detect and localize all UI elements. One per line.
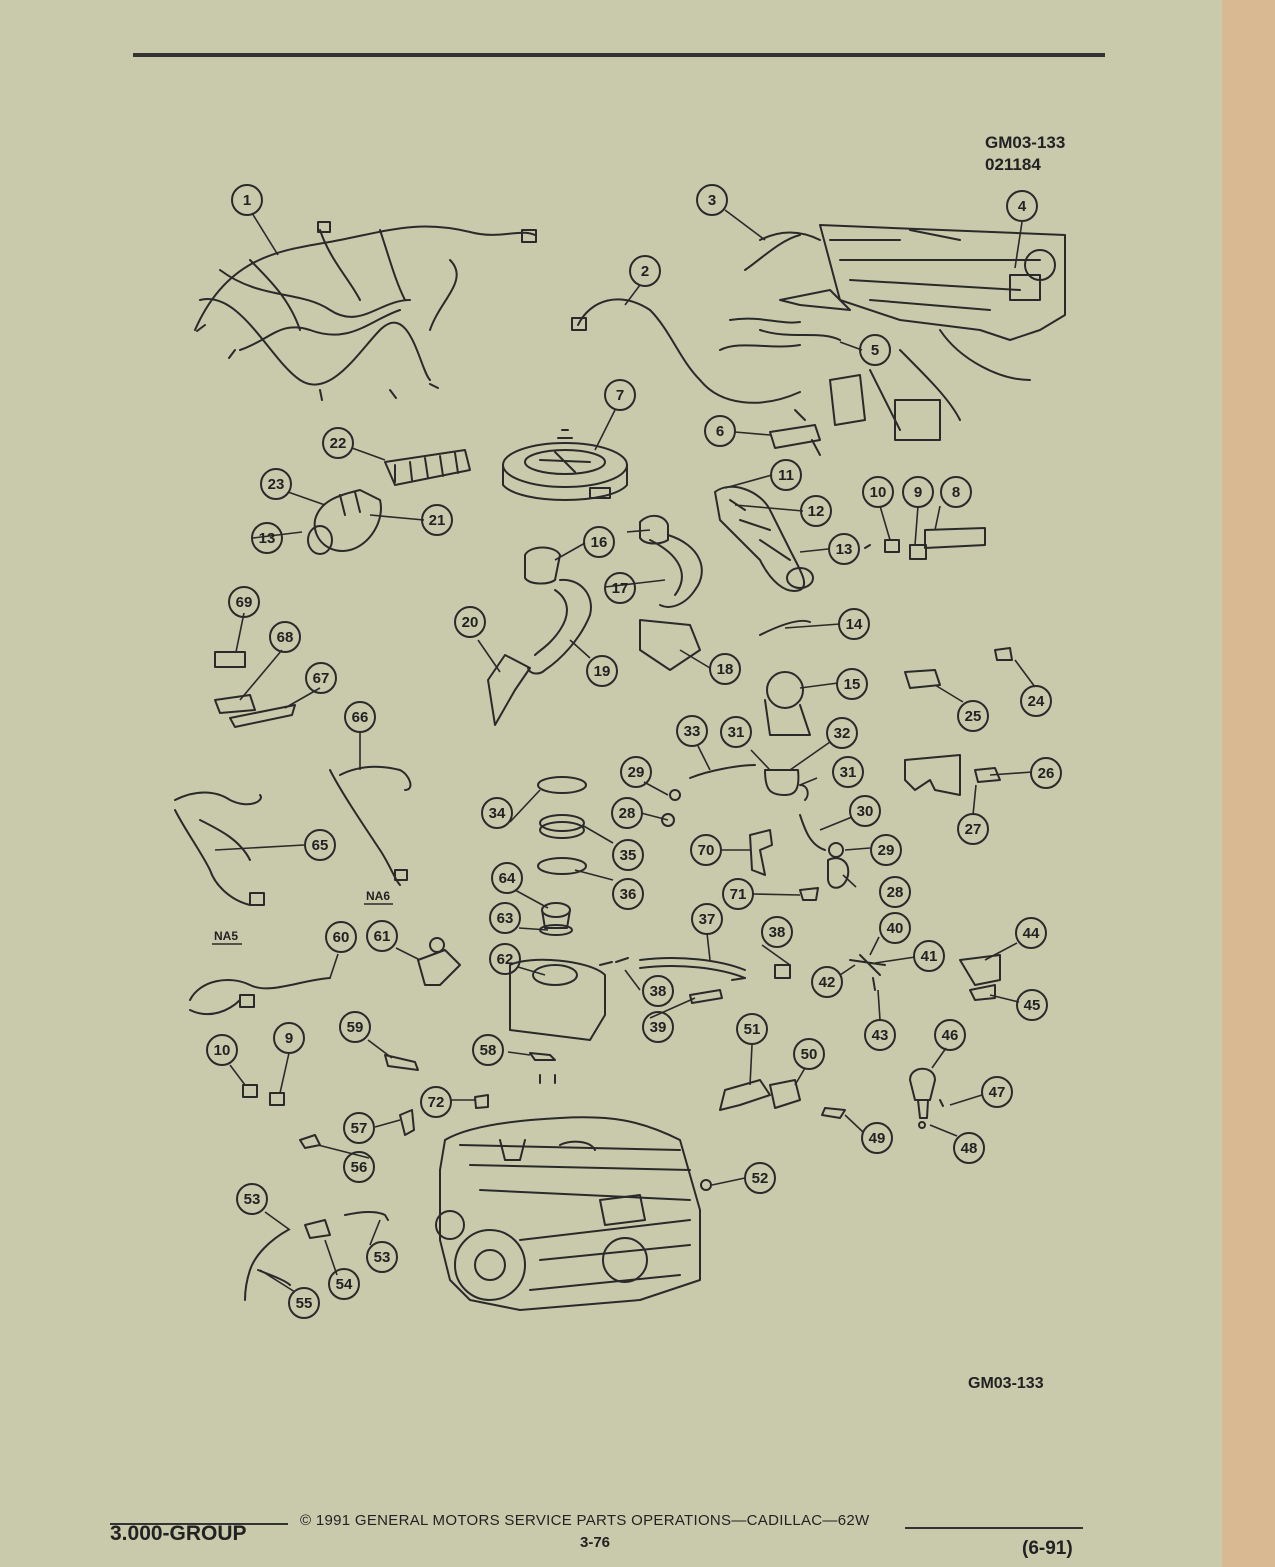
callout-71: 71 [729, 886, 747, 903]
callout-65: 65 [311, 837, 329, 854]
callout-10: 10 [213, 1042, 231, 1059]
callout-68: 68 [276, 629, 294, 646]
callout-36: 36 [619, 886, 637, 903]
callout-29: 29 [877, 842, 895, 859]
callout-66: 66 [351, 709, 369, 726]
callout-4: 4 [1017, 198, 1027, 215]
callout-12: 12 [807, 503, 825, 520]
connector-part [770, 410, 820, 455]
callout-26: 26 [1037, 765, 1055, 782]
callout-44: 44 [1022, 925, 1040, 942]
callout-2: 2 [640, 263, 650, 280]
callout-3: 3 [707, 192, 717, 209]
egr-hose-solenoid [190, 938, 460, 1014]
callout-52: 52 [751, 1170, 769, 1187]
brackets-middle [488, 620, 810, 735]
illustration-code: GM03-133 [985, 133, 1066, 152]
callout-15: 15 [843, 676, 861, 693]
callout-7: 7 [615, 387, 625, 404]
callout-46: 46 [941, 1027, 959, 1044]
callout-54: 54 [335, 1276, 353, 1293]
callout-48: 48 [960, 1140, 978, 1157]
callout-18: 18 [716, 661, 734, 678]
callout-14: 14 [845, 616, 863, 633]
callout-27: 27 [964, 821, 982, 838]
callout-53: 53 [373, 1249, 391, 1266]
callout-51: 51 [743, 1021, 761, 1038]
callout-49: 49 [868, 1130, 886, 1147]
footer-group: 3.000-GROUP [110, 1522, 247, 1545]
illustration-date-code: 021184 [985, 155, 1041, 174]
gaskets-and-rings [538, 777, 586, 874]
leader-lines [215, 210, 1035, 1292]
callout-55: 55 [295, 1295, 313, 1312]
callout-61: 61 [373, 928, 391, 945]
vacuum-parts [662, 765, 848, 900]
callout-59: 59 [346, 1019, 364, 1036]
callout-35: 35 [619, 847, 637, 864]
callout-28: 28 [618, 805, 636, 822]
callout-9: 9 [284, 1030, 294, 1047]
figure-code: GM03-133 [968, 1375, 1044, 1392]
callout-50: 50 [800, 1046, 818, 1063]
footer-copyright: © 1991 GENERAL MOTORS SERVICE PARTS OPERATIONS—CADILLAC—62W [300, 1512, 870, 1529]
callout-37: 37 [698, 911, 716, 928]
callout-17: 17 [611, 580, 629, 597]
callout-40: 40 [886, 920, 904, 937]
callout-38: 38 [768, 924, 786, 941]
callout-60: 60 [332, 929, 350, 946]
engine-block [436, 1117, 700, 1310]
callout-1: 1 [242, 192, 252, 209]
callout-34: 34 [488, 805, 506, 822]
callout-29: 29 [627, 764, 645, 781]
callout-28: 28 [886, 884, 904, 901]
callout-62: 62 [496, 951, 514, 968]
option-harnesses [175, 767, 410, 905]
callout-11: 11 [778, 467, 794, 484]
sensor-parts-left [215, 652, 295, 727]
callout-39: 39 [649, 1019, 667, 1036]
callout-22: 22 [329, 435, 347, 452]
callout-5: 5 [870, 342, 880, 359]
callout-31: 31 [839, 764, 857, 781]
callout-30: 30 [856, 803, 874, 820]
footer-rule-right [905, 1527, 1083, 1529]
callout-43: 43 [871, 1027, 889, 1044]
callout-69: 69 [235, 594, 253, 611]
callout-23: 23 [267, 476, 285, 493]
callout-19: 19 [593, 663, 611, 680]
callout-63: 63 [496, 910, 514, 927]
footer-revision: (6-91) [1022, 1538, 1073, 1559]
callout-45: 45 [1023, 997, 1041, 1014]
option-labels [212, 889, 393, 944]
relay-blocks [243, 1085, 284, 1105]
callout-53: 53 [243, 1191, 261, 1208]
callout-67: 67 [312, 670, 330, 687]
callout-38: 38 [649, 983, 667, 1000]
callout-72: 72 [427, 1094, 445, 1111]
throttle-body-cover [510, 903, 605, 1040]
engine-wiring-harness [195, 222, 536, 400]
footer-page-number: 3-76 [580, 1534, 611, 1551]
callout-58: 58 [479, 1042, 497, 1059]
air-cleaner [503, 430, 627, 500]
callout-56: 56 [350, 1159, 368, 1176]
callout-8: 8 [951, 484, 961, 501]
instrument-panel-harness [720, 225, 1065, 440]
callout-70: 70 [697, 842, 715, 859]
callout-20: 20 [461, 614, 479, 631]
callout-47: 47 [988, 1084, 1006, 1101]
callout-25: 25 [964, 708, 982, 725]
callout-41: 41 [920, 948, 938, 965]
bracket-parts [865, 528, 985, 559]
callout-6: 6 [715, 423, 725, 440]
callout-64: 64 [498, 870, 516, 887]
callout-42: 42 [818, 974, 836, 991]
callout-33: 33 [683, 723, 701, 740]
callout-9: 9 [913, 484, 923, 501]
vacuum-hose [600, 958, 790, 1003]
option-label-na5: NA5 [213, 929, 239, 943]
callout-57: 57 [350, 1120, 368, 1137]
callout-21: 21 [428, 512, 446, 529]
intake-duct-right [715, 487, 813, 591]
callout-10: 10 [869, 484, 887, 501]
plug-part [701, 1180, 711, 1190]
intake-duct-left [308, 450, 470, 554]
callout-numbers [214, 192, 1055, 1312]
callout-16: 16 [590, 534, 608, 551]
distributor-parts [720, 1069, 943, 1128]
callout-13: 13 [258, 530, 276, 547]
callout-24: 24 [1027, 693, 1045, 710]
callout-32: 32 [833, 725, 851, 742]
callout-31: 31 [727, 724, 745, 741]
option-label-na6: NA6 [365, 889, 391, 903]
callout-13: 13 [835, 541, 853, 558]
